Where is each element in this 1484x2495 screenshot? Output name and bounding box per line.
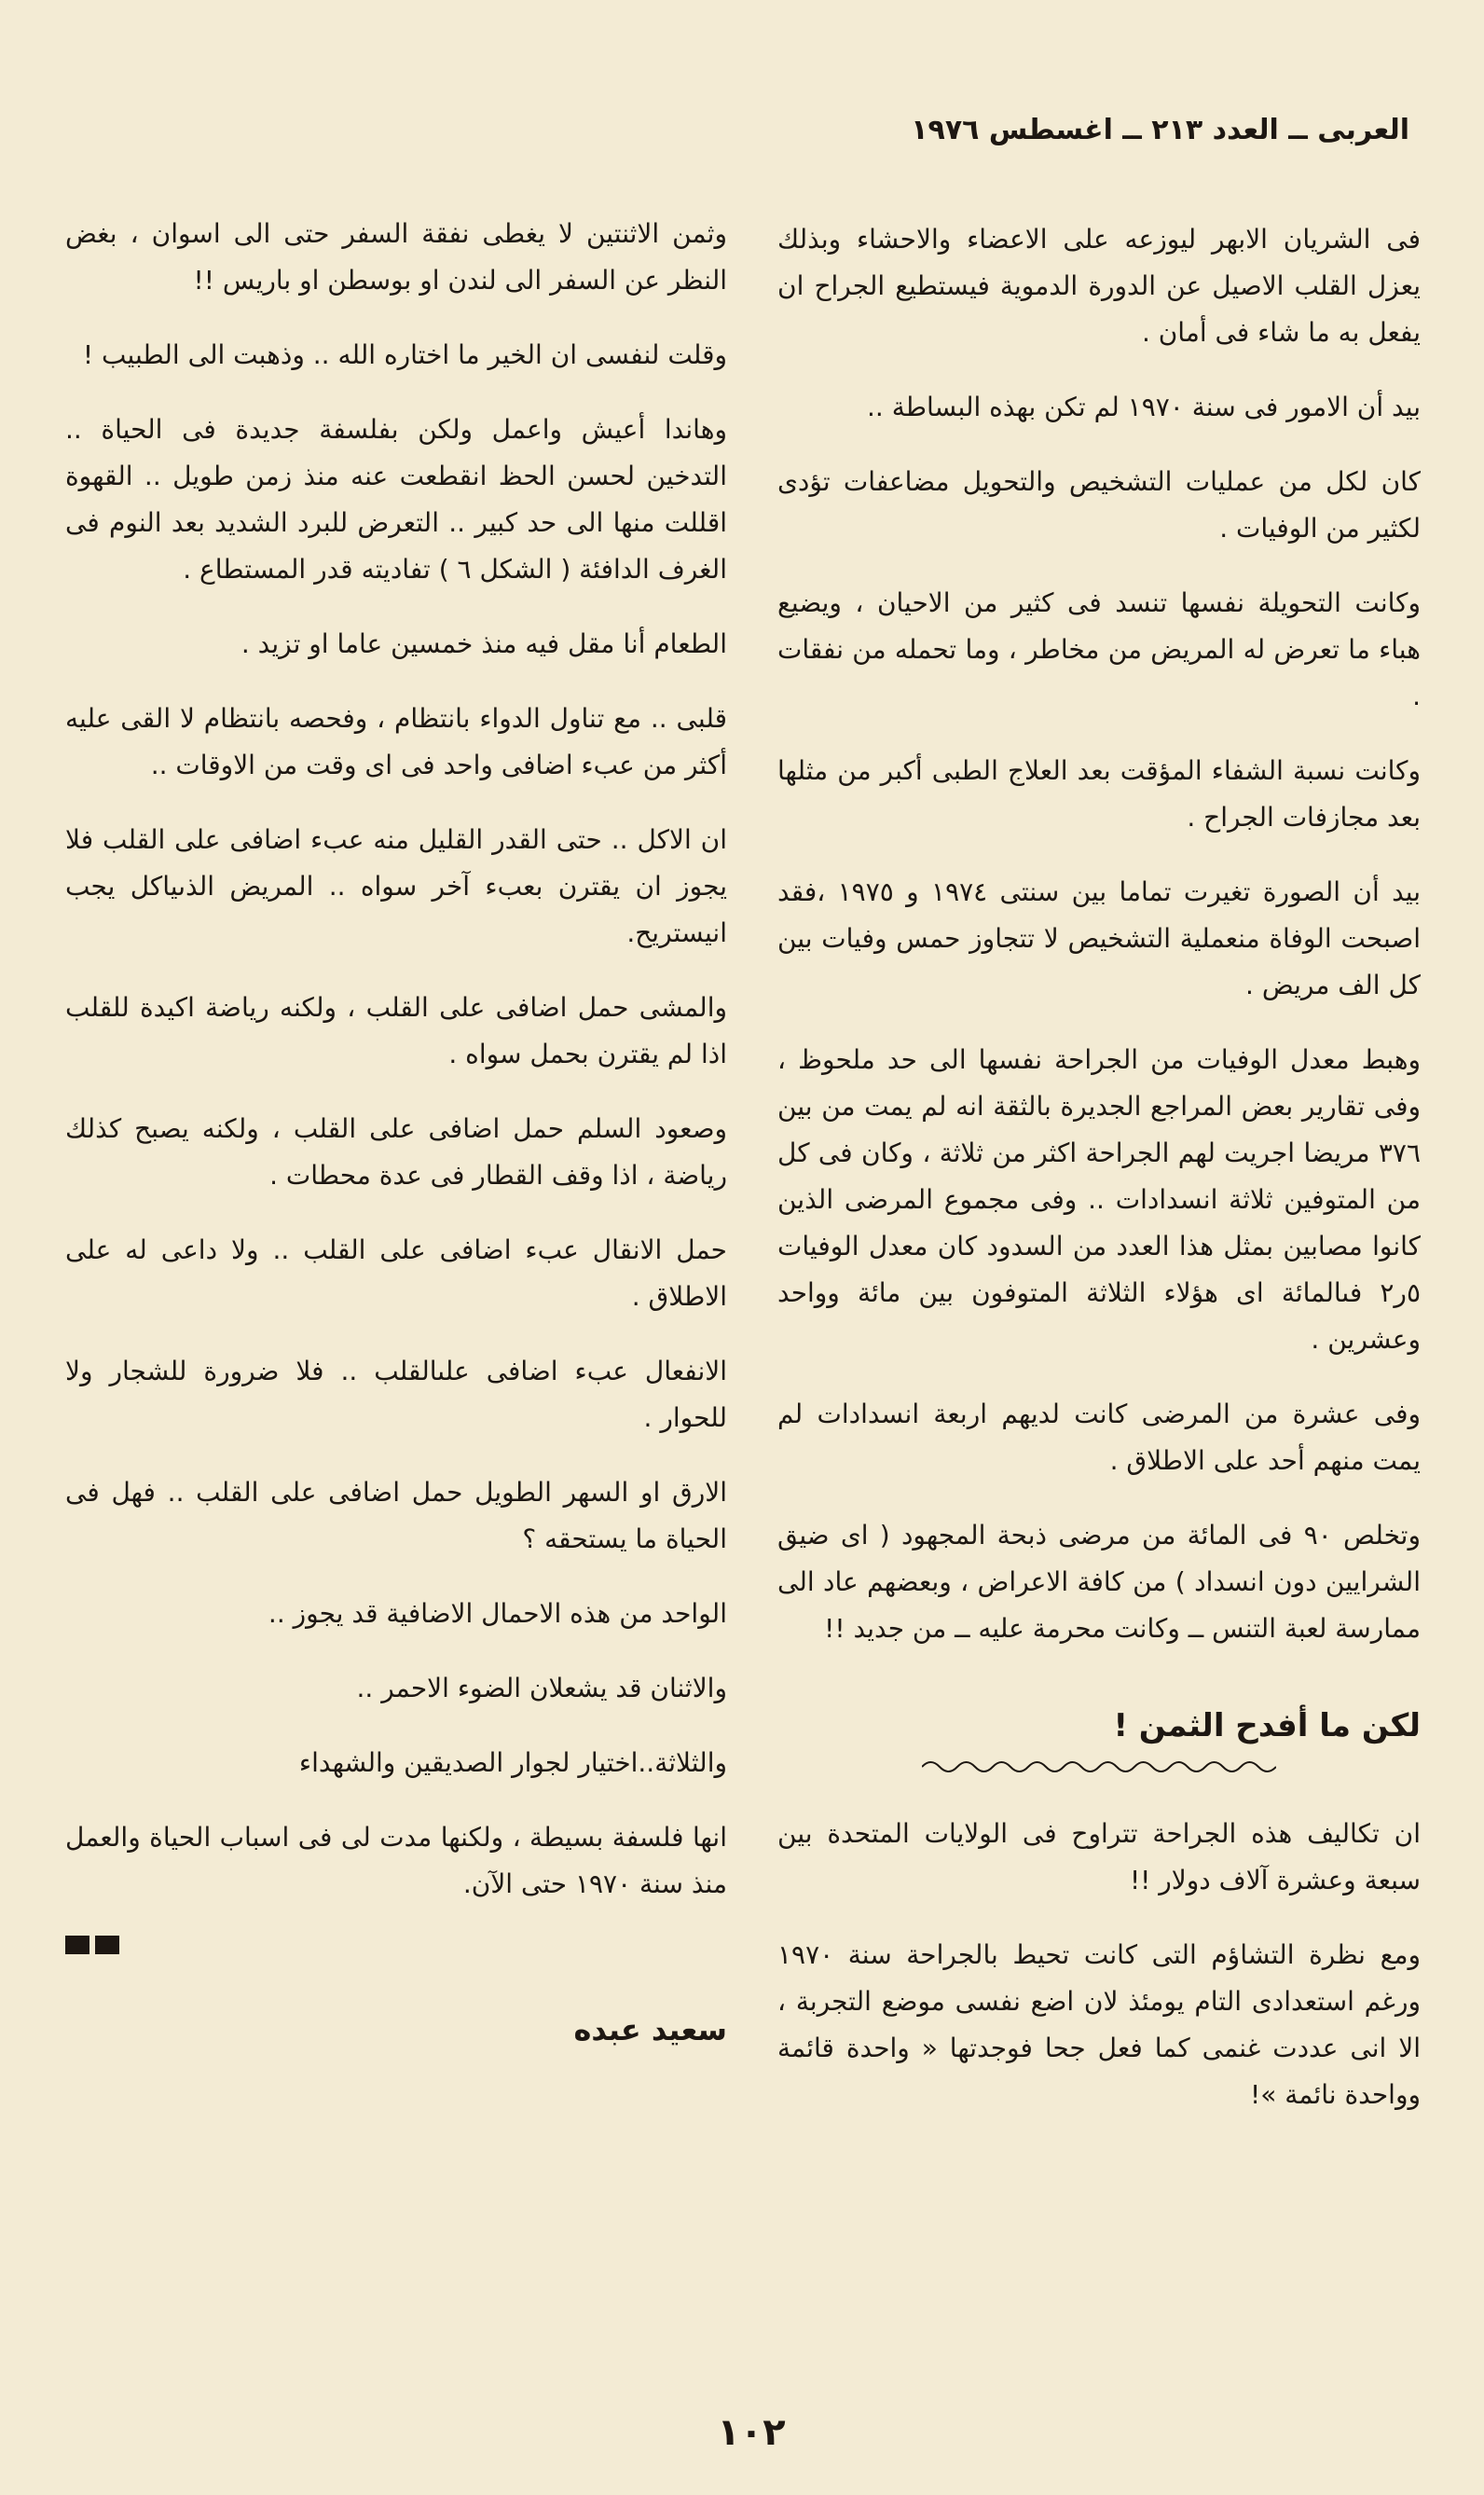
- paragraph: قلبى .. مع تناول الدواء بانتظام ، وفحصه بانتظام لا القى عليه أكثر من عبء اضافى واحد فى اى وقت من الاوقات ..: [65, 703, 727, 780]
- section-subheading: لكن ما أفدح الثمن !: [1113, 1707, 1421, 1744]
- paragraph: حمل الانقال عبء اضافى على القلب .. ولا داعى له على الاطلاق .: [65, 1234, 727, 1312]
- paragraph: انها فلسفة بسيطة ، ولكنها مدت لى فى اسباب الحياة والعمل منذ سنة ١٩٧٠ حتى الآن.: [65, 1822, 727, 1899]
- right-column: [777, 216, 1421, 2146]
- paragraph: ومع نظرة التشاؤم التى كانت تحيط بالجراحة سنة ١٩٧٠ ورغم استعدادى التام يومئذ لان اضع نفسى موضع التجربة ، الا انى عددت غنمى كما فعل جحا فوجدتها « واحدة قائمة وواحدة نائمة »!: [777, 1939, 1421, 2110]
- paragraph: وفى عشرة من المرضى كانت لديهم اربعة انسدادات لم يمت منهم أحد على الاطلاق .: [777, 1399, 1421, 1476]
- paragraph: والاثنان قد يشعلان الضوء الاحمر ..: [356, 1673, 727, 1703]
- paragraph: ان تكاليف هذه الجراحة تتراوح فى الولايات المتحدة بين سبعة وعشرة آلاف دولار !!: [777, 1818, 1421, 1895]
- wavy-underline-icon: [922, 1757, 1276, 1777]
- author-signature: سعيد عبده: [573, 2012, 727, 2047]
- paragraph: وتخلص ٩٠ فى المائة من مرضى ذبحة المجهود ( اى ضيق الشرايين دون انسداد ) من كافة الاعراض ، وبعضهم عاد الى ممارسة لعبة التنس ــ وكانت محرمة عليه ــ من جديد !!: [777, 1520, 1421, 1644]
- page-header: العربى ــ العدد ٢١٣ ــ اغسطس ١٩٧٦: [911, 114, 1409, 146]
- paragraph: وكانت نسبة الشفاء المؤقت بعد العلاج الطبى أكبر من مثلها بعد مجازفات الجراح .: [777, 755, 1421, 833]
- paragraph: والثلاثة..اختيار لجوار الصديقين والشهداء: [298, 1747, 727, 1778]
- paragraph: وهاندا أعيش واعمل ولكن بفلسفة جديدة فى الحياة .. التدخين لحسن الحظ انقطعت عنه منذ زمن طويل .. القهوة اقللت منها الى حد كبير .. التعرض للبرد الشديد بعد النوم فى الغرف الدافئة ( الشكل ٦ ) تفاديته قدر المستطاع .: [65, 414, 727, 585]
- paragraph: بيد أن الصورة تغيرت تماما بين سنتى ١٩٧٤ و ١٩٧٥ ،فقد اصبحت الوفاة منعملية التشخيص لا تتجاوز حمس وفيات بين كل الف مريض .: [777, 876, 1422, 1000]
- paragraph: والمشى حمل اضافى على القلب ، ولكنه رياضة اكيدة للقلب اذا لم يقترن بحمل سواه .: [65, 992, 727, 1069]
- left-column: [65, 211, 727, 2053]
- paragraph: فى الشريان الابهر ليوزعه على الاعضاء والاحشاء وبذلك يعزل القلب الاصيل عن الدورة الدموية فيستطيع الجراح ان يفعل به ما شاء فى أمان .: [777, 224, 1421, 348]
- paragraph: وهبط معدل الوفيات من الجراحة نفسها الى حد ملحوظ ، وفى تقارير بعض المراجع الجديرة بالثقة انه لم يمت من بين ٣٧٦ مريضا اجريت لهم الجراحة اكثر من ثلاثة ، وكان فى كل من المتوفين ثلاثة انسدادات .. وفى مجموع المرضى الذين كانوا مصابين بمثل هذا العدد من السدود كان معدل الوفيات ٥ر٢ فىالمائة اى هؤلاء الثلاثة المتوفون بين مائة وواحد وعشرين .: [777, 1044, 1421, 1355]
- paragraph: الطعام أنا مقل فيه منذ خمسين عاما او تزيد .: [240, 628, 727, 659]
- paragraph: الارق او السهر الطويل حمل اضافى على القلب .. فهل فى الحياة ما يستحقه ؟: [65, 1477, 727, 1554]
- paragraph: وكانت التحويلة نفسها تنسد فى كثير من الاحيان ، ويضيع هباء ما تعرض له المريض من مخاطر ، وما تحمله من نفقات .: [777, 587, 1421, 711]
- paragraph: بيد أن الامور فى سنة ١٩٧٠ لم تكن بهذه البساطة ..: [867, 392, 1421, 422]
- page-number: ١٠٢: [717, 2411, 786, 2454]
- paragraph: وقلت لنفسى ان الخير ما اختاره الله .. وذهبت الى الطبيب !: [82, 339, 727, 370]
- paragraph: الانفعال عبء اضافى علىالقلب .. فلا ضرورة للشجار ولا للحوار .: [65, 1356, 727, 1433]
- paragraph: الواحد من هذه الاحمال الاضافية قد يجوز ..: [268, 1598, 727, 1629]
- paragraph: وثمن الاثنتين لا يغطى نفقة السفر حتى الى اسوان ، بغض النظر عن السفر الى لندن او بوسطن او باريس !!: [65, 218, 727, 296]
- paragraph: ان الاكل .. حتى القدر القليل منه عبء اضافى على القلب فلا يجوز ان يقترن بعبء آخر سواه .. المريض الذىياكل يجب انيستريح.: [65, 824, 727, 948]
- end-of-article-mark-icon: [65, 1936, 727, 1954]
- paragraph: كان لكل من عمليات التشخيص والتحويل مضاعفات تؤدى لكثير من الوفيات .: [777, 466, 1421, 544]
- paragraph: وصعود السلم حمل اضافى على القلب ، ولكنه يصبح كذلك رياضة ، اذا وقف القطار فى عدة محطات .: [65, 1113, 727, 1191]
